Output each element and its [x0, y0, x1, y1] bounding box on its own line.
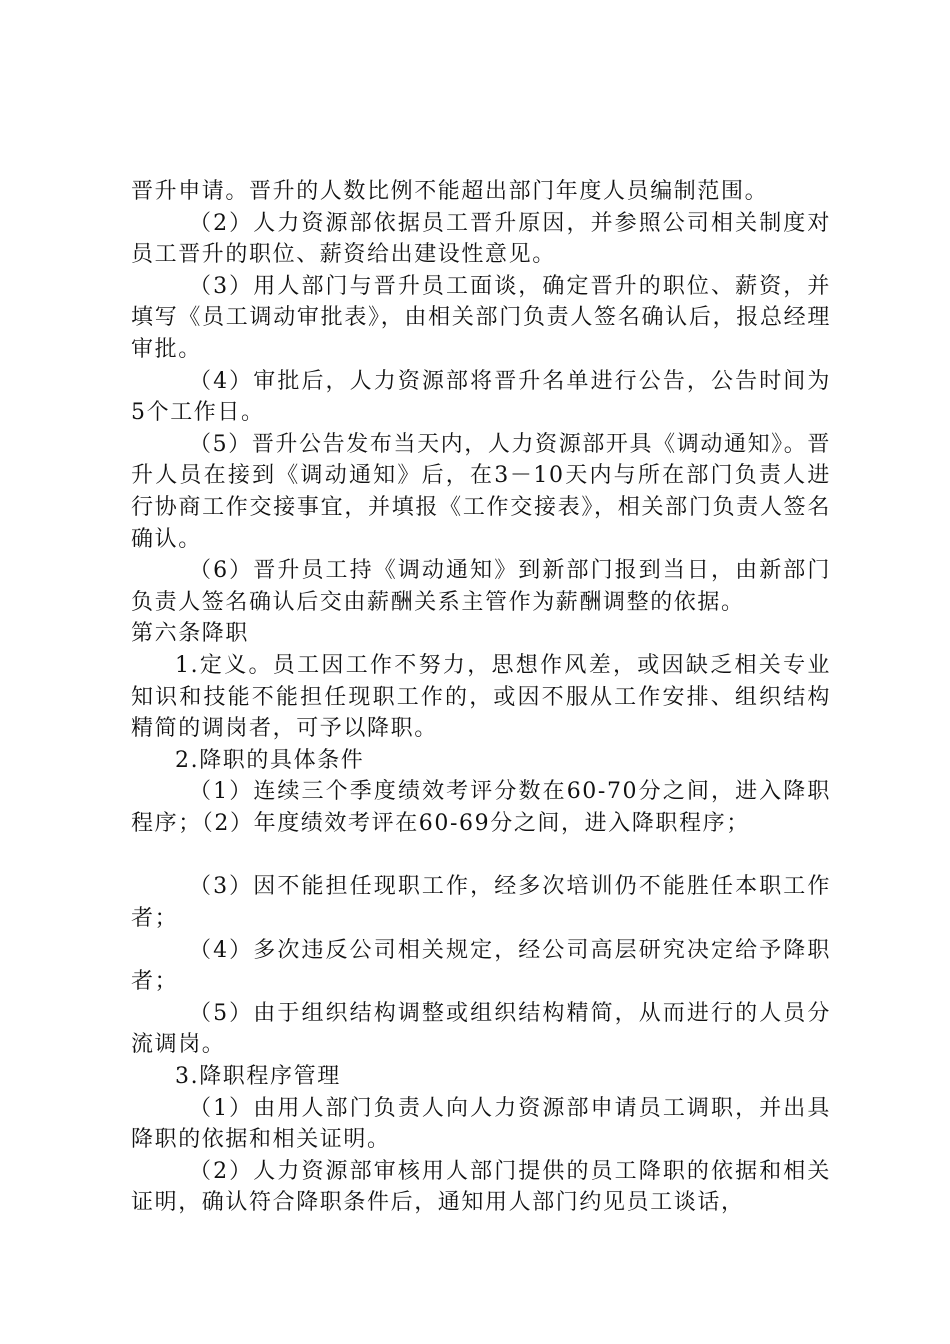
blank-line: [131, 839, 831, 871]
paragraph-promotion-continued: 晋升申请。晋升的人数比例不能超出部门年度人员编制范围。: [131, 179, 769, 204]
paragraph-demotion-condition-1-2: （1）连续三个季度绩效考评分数在60-70分之间，进入降职程序；（2）年度绩效考评在60-69分之间，进入降职程序；: [131, 779, 831, 836]
paragraph-demotion-condition-3: （3）因不能担任现职工作，经多次培训仍不能胜任本职工作者；: [131, 874, 831, 932]
paragraph-demotion-definition: 1.定义。员工因工作不努力，思想作风差，或因缺乏相关专业知识和技能不能担任现职工作的，或因不服从工作安排、组织结构精简的调岗者，可予以降职。: [131, 652, 831, 742]
heading-demotion-conditions: 2.降职的具体条件: [175, 747, 365, 773]
paragraph-promotion-step-3: （3）用人部门与晋升员工面谈，确定晋升的职位、薪资，并填写《员工调动审批表》，由相关部门负责人签名确认后，报总经理审批。: [131, 273, 831, 362]
paragraph-demotion-procedure-2: （2）人力资源部审核用人部门提供的员工降职的依据和相关证明，确认符合降职条件后，通知用人部门约见员工谈话，: [131, 1158, 831, 1216]
paragraph-promotion-step-5: （5）晋升公告发布当天内，人力资源部开具《调动通知》。晋升人员在接到《调动通知》后，在3－10天内与所在部门负责人进行协商工作交接事宜，并填报《工作交接表》，相关部门负责人签名确认。: [131, 431, 831, 552]
paragraph-demotion-condition-5: （5）由于组织结构调整或组织结构精简，从而进行的人员分流调岗。: [131, 1000, 831, 1058]
paragraph-demotion-procedure-1: （1）由用人部门负责人向人力资源部申请员工调职，并出具降职的依据和相关证明。: [131, 1095, 831, 1153]
heading-demotion-procedure: 3.降职程序管理: [175, 1064, 341, 1090]
heading-article-6: 第六条降职: [131, 621, 250, 647]
paragraph-demotion-condition-4: （4）多次违反公司相关规定，经公司高层研究决定给予降职者；: [131, 937, 831, 995]
document-body: [131, 176, 831, 1219]
paragraph-promotion-step-2: （2）人力资源部依据员工晋升原因，并参照公司相关制度对员工晋升的职位、薪资给出建设性意见。: [131, 210, 831, 268]
paragraph-promotion-step-4: （4）审批后，人力资源部将晋升名单进行公告，公告时间为5个工作日。: [131, 368, 831, 426]
paragraph-promotion-step-6: （6）晋升员工持《调动通知》到新部门报到当日，由新部门负责人签名确认后交由薪酬关系主管作为薪酬调整的依据。: [131, 558, 831, 615]
